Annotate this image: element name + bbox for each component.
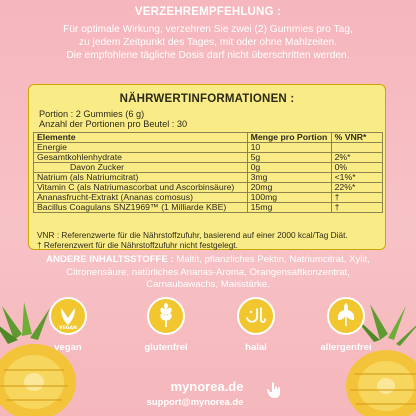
servings-per-bag: Anzahl der Portionen pro Beutel : 30 — [39, 119, 188, 129]
vegan-badge — [48, 296, 88, 336]
nutrient-percent: 0% — [331, 163, 382, 173]
usage-line: zu jedem Zeitpunkt des Tages, mit oder ohne Mahlzeiten. — [78, 37, 338, 48]
nutrient-percent: † — [331, 193, 382, 203]
leaf-icon — [326, 296, 366, 336]
badge-label-vegan: vegan — [54, 342, 82, 353]
column-header: Menge pro Portion — [247, 133, 331, 143]
nutrient-amount: 0g — [247, 163, 331, 173]
nutrient-percent: <1%* — [331, 173, 382, 183]
badge-label-halal: halal — [245, 342, 267, 353]
nutrient-name: Energie — [34, 143, 248, 153]
nutrient-percent — [331, 143, 382, 153]
nutrient-percent: † — [331, 203, 382, 213]
badge-label-glutenfrei: glutenfrei — [144, 342, 188, 353]
svg-text:VEGAN: VEGAN — [59, 326, 77, 331]
ingredients-label: ANDERE INHALTSSTOFFE : — [46, 254, 174, 265]
vegan-icon — [48, 296, 88, 336]
usage-title: VERZEHREMPFEHLUNG : — [134, 6, 282, 18]
pointer-hand-icon — [266, 381, 282, 399]
usage-text — [20, 23, 396, 62]
nutrient-amount: 20mg — [247, 183, 331, 193]
table-row — [34, 153, 383, 163]
table-row — [34, 183, 383, 193]
nutrient-name: Gesamtkohlenhydrate — [34, 153, 248, 163]
halal-badge — [236, 296, 276, 336]
nutrient-amount: 3mg — [247, 173, 331, 183]
nutrition-title: NÄHRWERTINFORMATIONEN : — [119, 93, 295, 105]
nutrient-amount: 100mg — [247, 193, 331, 203]
nutrient-name: Natrium (als Natriumcitrat) — [34, 173, 248, 183]
table-row — [34, 173, 383, 183]
allergenfree-badge — [326, 296, 366, 336]
other-ingredients — [22, 254, 394, 292]
table-row — [34, 203, 383, 213]
nutrient-name: Vitamin C (als Natriumascorbat und Ascorbinsäure) — [34, 183, 248, 193]
halal-icon — [236, 296, 276, 336]
nutrient-name: Bacillus Coagulans SNZ1969™ (1 Milliarde KBE) — [34, 203, 248, 213]
nutrient-amount: 10 — [247, 143, 331, 153]
nutrient-percent: 2%* — [331, 153, 382, 163]
table-row — [34, 193, 383, 203]
table-row — [34, 143, 383, 153]
wheat-icon — [146, 296, 186, 336]
nutrient-percent: 22%* — [331, 183, 382, 193]
footnote-vnr: VNR : Referenzwerte für die Nährstoffzufuhr, basierend auf einer 2000 kcal/Tag Diät. — [37, 230, 348, 240]
ingredients-text: Maltit, pflanzliches Pektin, Natriumcitrat, Xylit, — [173, 254, 370, 265]
website-link[interactable]: mynorea.de — [170, 379, 244, 394]
nutrient-name: Ananasfrucht-Extrakt (Ananas comosus) — [34, 193, 248, 203]
badge-label-allergenfrei: allergenfrei — [320, 342, 372, 353]
glutenfree-badge — [146, 296, 186, 336]
ingredients-line: Carnaubawachs, Maisstärke. — [146, 279, 270, 290]
nutrient-amount: 5g — [247, 153, 331, 163]
table-row — [34, 163, 383, 173]
nutrition-table — [33, 132, 383, 213]
table-header-row — [34, 133, 383, 143]
footnote-dagger: † Referenzwert für die Nährstoffzufuhr nicht festgelegt. — [37, 240, 238, 250]
column-header: % VNR* — [331, 133, 382, 143]
nutrient-amount: 15mg — [247, 203, 331, 213]
column-header: Elemente — [34, 133, 248, 143]
usage-line: Die empfohlene tägliche Dosis darf nicht überschritten werden. — [66, 50, 350, 61]
usage-line: Für optimale Wirkung, verzehren Sie zwei (2) Gummies pro Tag, — [63, 24, 353, 35]
support-email-link[interactable]: support@mynorea.de — [146, 396, 244, 407]
ingredients-line — [22, 254, 394, 267]
nutrient-name: Davon Zucker — [34, 163, 248, 173]
portion-size: Portion : 2 Gummies (6 g) — [39, 109, 145, 119]
ingredients-line: Citronensäure, natürliches Ananas-Aroma, Orangensaftkonzentrat, — [66, 266, 350, 278]
nutrition-panel — [28, 84, 386, 250]
